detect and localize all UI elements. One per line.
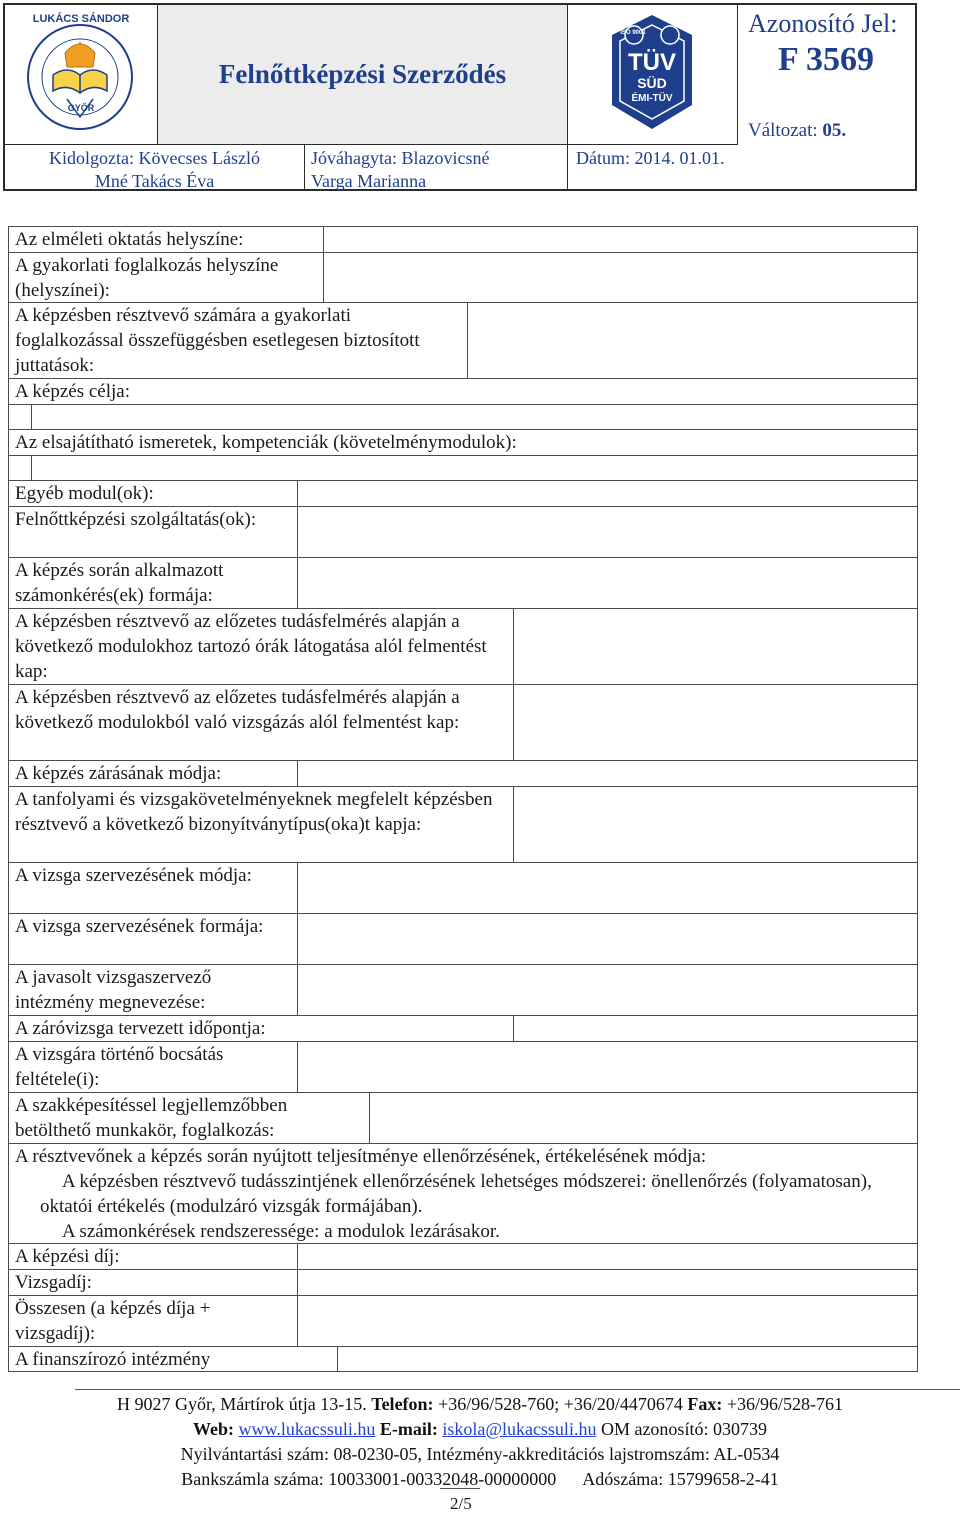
form-label: Egyéb modul(ok):: [15, 483, 154, 504]
form-field[interactable]: [297, 965, 917, 1015]
email-link[interactable]: iskola@lukacssuli.hu: [442, 1419, 597, 1439]
form-label: A vizsgára történő bocsátás feltétele(i):: [15, 1044, 224, 1090]
footer-tax: Adószáma: 15799658-2-41: [582, 1469, 779, 1489]
date-cell: [568, 145, 738, 189]
evaluation-block: [9, 1144, 917, 1244]
form-label: A finanszírozó intézmény: [15, 1349, 211, 1370]
form-field[interactable]: [513, 1016, 917, 1041]
form-label: A vizsga szervezésének módja:: [15, 865, 252, 886]
approved-by-line2: Varga Marianna: [311, 171, 427, 191]
form-row-other-modules: [8, 480, 918, 506]
prepared-by-line1: Kidolgozta: Kövecses László: [49, 148, 260, 168]
form-label: A vizsga szervezésének formája:: [15, 916, 264, 937]
page-number-divider: [440, 1488, 480, 1489]
form-label: A gyakorlati foglalkozás helyszíne (helyszínei):: [15, 255, 279, 301]
form-label: A képzésben résztvevő az előzetes tudásfelmérés alapján a következő modulokhoz tartozó órák látogatása alól felmentést kap:: [15, 611, 487, 682]
form-row-exam-organizer: [8, 964, 918, 1015]
footer-registry: Nyilvántartási szám: 08-0230-05, Intézmény-akkreditációs lajstromszám: AL-0534: [180, 1444, 780, 1464]
footer-contact-line: [0, 1392, 960, 1417]
form-field[interactable]: [513, 609, 917, 684]
form-field[interactable]: [297, 558, 917, 608]
form-field[interactable]: [513, 787, 917, 862]
tuv-emi: ÉMI-TÜV: [631, 93, 673, 104]
evaluation-frequency: A számonkérések rendszeressége: a modulok lezárásakor.: [62, 1221, 500, 1242]
footer-web-line: [0, 1417, 960, 1442]
form-row-training-fee: [8, 1243, 918, 1269]
form-row-final-exam-date: [8, 1015, 918, 1041]
form-field[interactable]: [467, 303, 917, 378]
version-label: Változat:: [748, 120, 818, 141]
contract-form: [8, 226, 918, 1372]
form-row-funding-institution: [8, 1346, 918, 1372]
form-label: A szakképesítéssel legjellemzőbben betölthető munkakör, foglalkozás:: [15, 1095, 288, 1141]
form-field[interactable]: [297, 1296, 917, 1346]
school-logo: [5, 5, 158, 145]
form-row-total-fee: [8, 1295, 918, 1346]
form-row-assessment-form: [8, 557, 918, 608]
footer-fax-label: Fax:: [687, 1394, 723, 1414]
form-field[interactable]: [297, 1244, 917, 1269]
footer-email-label: E-mail:: [379, 1419, 438, 1439]
website-link[interactable]: www.lukacssuli.hu: [238, 1419, 376, 1439]
footer-address: H 9027 Győr, Mártírok útja 13-15.: [116, 1394, 367, 1414]
form-field[interactable]: [337, 1347, 917, 1371]
prepared-by: [5, 145, 305, 189]
form-row-exam-conditions: [8, 1041, 918, 1092]
tuv-text: TÜV: [628, 49, 676, 76]
form-field[interactable]: [323, 253, 917, 302]
form-label: A képzésben résztvevő számára a gyakorlati foglalkozással összefüggésben esetlegesen biztosított juttatások:: [15, 305, 420, 376]
iso-badge: ISO 9001: [620, 30, 646, 36]
form-row-benefits: [8, 302, 918, 378]
form-label: A képzés során alkalmazott számonkérés(ek) formája:: [15, 560, 224, 606]
form-row-exam-fee: [8, 1269, 918, 1295]
page-number: 2/5: [450, 1494, 472, 1513]
logo-city: GYŐR: [67, 103, 95, 113]
approved-by: [305, 145, 568, 189]
certification-logo: [568, 5, 738, 145]
form-label: A képzés zárásának módja:: [15, 763, 222, 784]
form-field[interactable]: [297, 507, 917, 557]
document-footer: [0, 1389, 960, 1492]
form-row-theory-location: [8, 226, 918, 252]
form-row-job-roles: [8, 1092, 918, 1143]
form-field[interactable]: [323, 227, 917, 252]
logo-school-name: LUKÁCS SÁNDOR: [32, 13, 130, 25]
identifier-cell: [738, 5, 915, 189]
form-label: Vizsgadíj:: [15, 1272, 92, 1293]
approved-by-line1: Jóváhagyta: Blazovicsné: [311, 148, 490, 168]
form-row-services: [8, 506, 918, 557]
footer-phone-label: Telefon:: [371, 1394, 434, 1414]
form-field[interactable]: [297, 1270, 917, 1295]
form-row-exam-form: [8, 913, 918, 964]
form-label: A résztvevőnek a képzés során nyújtott teljesítménye ellenőrzésének, értékelésének módja:: [15, 1146, 707, 1167]
form-field[interactable]: [297, 914, 917, 964]
form-field[interactable]: [513, 685, 917, 760]
version-value: 05.: [822, 120, 847, 141]
footer-bank: Bankszámla száma: 10033001-00332048-00000000: [181, 1469, 557, 1489]
form-row-purpose: [8, 378, 918, 404]
id-value: F 3569: [778, 41, 875, 78]
document-date: Dátum: 2014. 01.01.: [576, 148, 725, 168]
form-label: A képzési díj:: [15, 1246, 120, 1267]
form-label: A tanfolyami és vizsgakövetelményeknek megfelelt képzésben résztvevő a következő bizonyítványtípus(oka)t kapja:: [15, 789, 493, 835]
form-row-purpose-value[interactable]: [8, 404, 918, 429]
form-field[interactable]: [297, 481, 917, 506]
form-label: Az elsajátítható ismeretek, kompetenciák (követelménymodulok):: [15, 432, 517, 453]
form-label: Összesen (a képzés díja + vizsgadíj):: [15, 1298, 211, 1344]
tuv-sub: SÜD: [637, 75, 667, 91]
prepared-by-line2: Mné Takács Éva: [94, 171, 215, 191]
footer-web-label: Web:: [193, 1419, 235, 1439]
footer-om-id: OM azonosító: 030739: [600, 1419, 767, 1439]
form-row-competences-value[interactable]: [8, 455, 918, 480]
form-label: A képzés célja:: [15, 381, 131, 402]
form-label: A képzésben résztvevő az előzetes tudásfelmérés alapján a következő modulokból való vizsgázás alól felmentést kap:: [15, 687, 460, 733]
evaluation-methods: A képzésben résztvevő tudásszintjének ellenőrzésének lehetséges módszerei: önellenőrzés (folyamatosan), oktatói értékelés (modulzáró vizsgák formájában).: [40, 1171, 872, 1217]
form-field[interactable]: [369, 1093, 917, 1143]
form-field[interactable]: [297, 1042, 917, 1092]
title-cell: [158, 5, 568, 145]
footer-fax: +36/96/528-761: [726, 1394, 844, 1414]
form-row-attendance-exemption: [8, 608, 918, 684]
form-row-competences: [8, 429, 918, 455]
form-label: Az elméleti oktatás helyszíne:: [15, 229, 244, 250]
id-label: Azonosító Jel:: [748, 9, 898, 38]
footer-divider: [75, 1389, 960, 1390]
form-row-exam-method: [8, 862, 918, 913]
form-row-practice-location: [8, 252, 918, 302]
form-label: A záróvizsga tervezett időpontja:: [15, 1018, 266, 1039]
form-field[interactable]: [297, 761, 917, 786]
row-marker: [9, 456, 32, 480]
form-label: A javasolt vizsgaszervező intézmény megnevezése:: [15, 967, 212, 1013]
row-marker: [9, 405, 32, 429]
form-row-evaluation: [8, 1143, 918, 1243]
form-field[interactable]: [297, 863, 917, 913]
form-label: Felnőttképzési szolgáltatás(ok):: [15, 509, 257, 530]
form-row-exam-exemption: [8, 684, 918, 760]
footer-phone: +36/96/528-760; +36/20/4470674: [438, 1394, 683, 1414]
footer-bank-line: [0, 1467, 960, 1492]
school-logo-icon: [5, 5, 155, 143]
form-row-closing-method: [8, 760, 918, 786]
version: [748, 120, 846, 142]
form-row-certificate-type: [8, 786, 918, 862]
page-title: Felnőttképzési Szerződés: [218, 59, 507, 89]
document-header: [3, 3, 917, 191]
